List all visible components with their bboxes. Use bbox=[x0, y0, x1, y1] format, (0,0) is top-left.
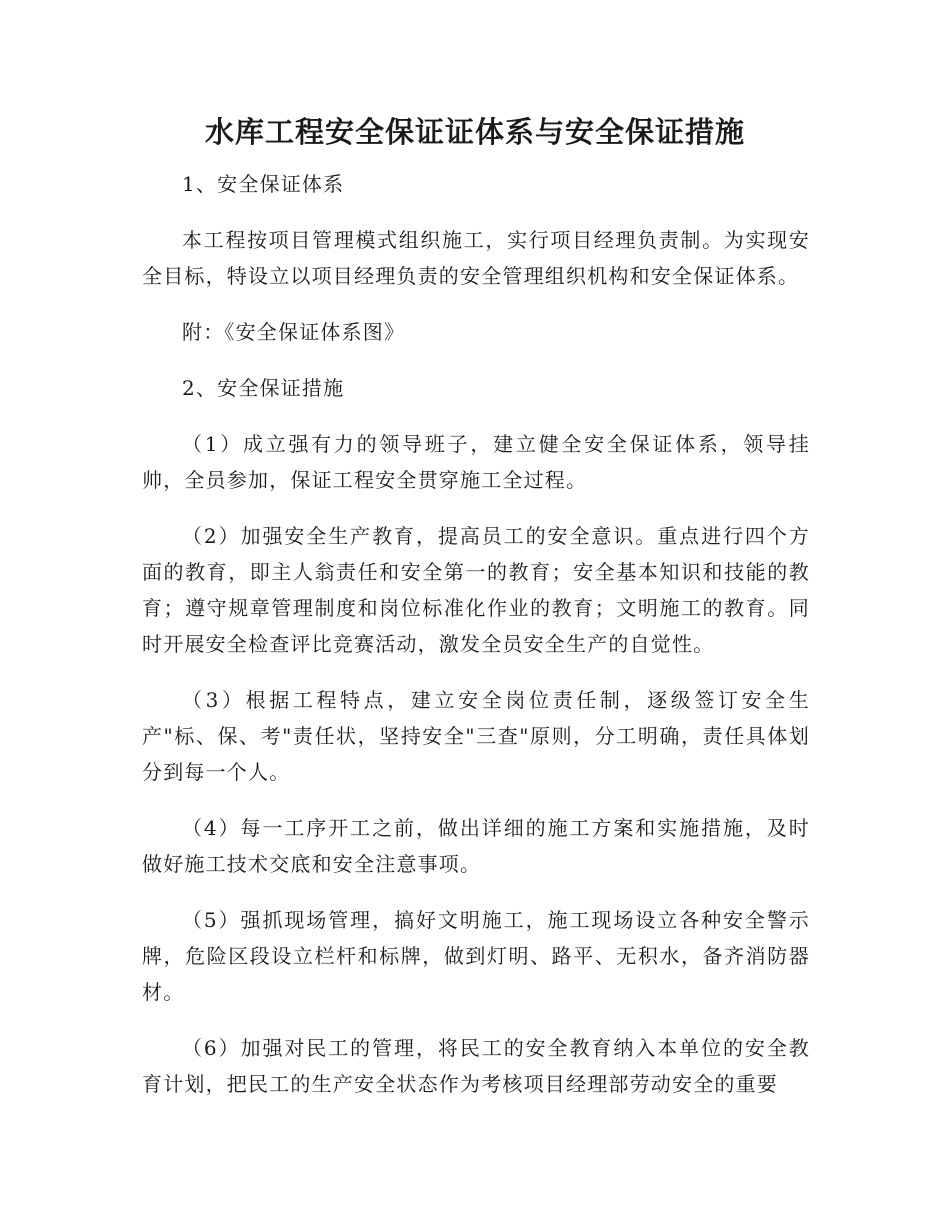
paragraph-system-intro: 本工程按项目管理模式组织施工，实行项目经理负责制。为实现安全目标，特设立以项目经理负责的安全管理组织机构和安全保证体系。 bbox=[142, 228, 810, 288]
measure-item-5: （5）强抓现场管理，搞好文明施工，施工现场设立各种安全警示牌，危险区段设立栏杆和标牌，做到灯明、路平、无积水，备齐消防器材。 bbox=[142, 908, 810, 1004]
document-body bbox=[142, 166, 810, 1122]
section-heading-1: 1、安全保证体系 bbox=[182, 172, 345, 196]
section-heading-2: 2、安全保证措施 bbox=[182, 376, 345, 400]
document-title: 水库工程安全保证证体系与安全保证措施 bbox=[204, 115, 745, 149]
measure-item-2: （2）加强安全生产教育，提高员工的安全意识。重点进行四个方面的教育，即主人翁责任和安全第一的教育；安全基本知识和技能的教育；遵守规章管理制度和岗位标准化作业的教育；文明施工的教育。同时开展安全检查评比竞赛活动，激发全员安全生产的自觉性。 bbox=[142, 524, 810, 656]
paragraph-attachment-note: 附：《安全保证体系图》 bbox=[182, 320, 406, 344]
measure-item-3: （3）根据工程特点，建立安全岗位责任制，逐级签订安全生产"标、保、考"责任状，坚持安全"三查"原则，分工明确，责任具体划分到每一个人。 bbox=[142, 688, 810, 784]
measure-item-6: （6）加强对民工的管理，将民工的安全教育纳入本单位的安全教育计划，把民工的生产安全状态作为考核项目经理部劳动安全的重要 bbox=[142, 1036, 810, 1096]
measure-item-1: （1）成立强有力的领导班子，建立健全安全保证体系，领导挂帅，全员参加，保证工程安全贯穿施工全过程。 bbox=[142, 432, 810, 492]
measure-item-4: （4）每一工序开工之前，做出详细的施工方案和实施措施，及时做好施工技术交底和安全注意事项。 bbox=[142, 816, 810, 876]
